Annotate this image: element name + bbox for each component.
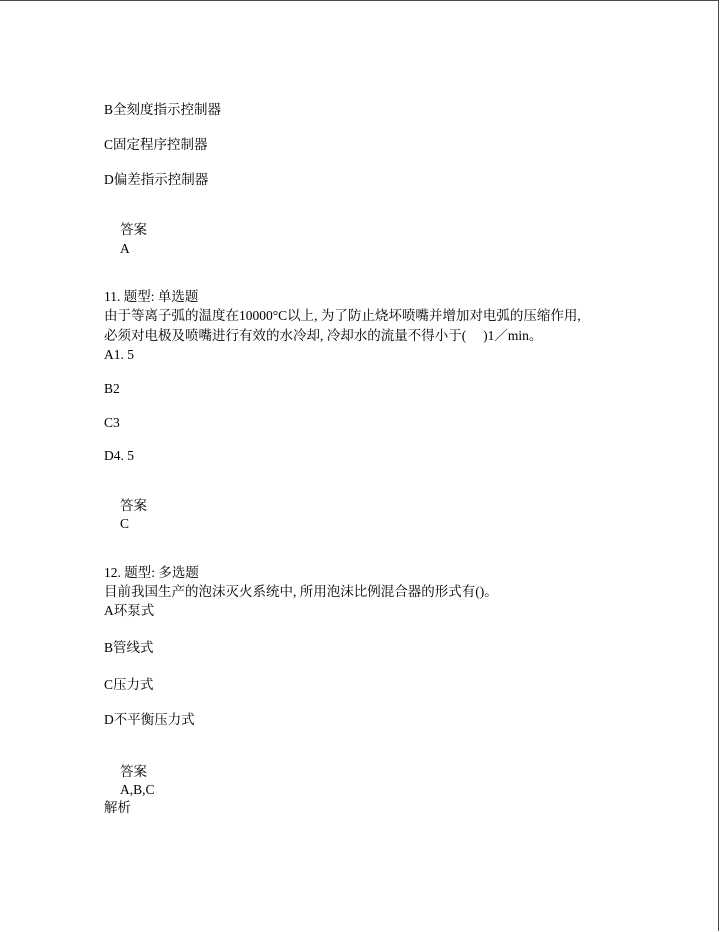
q12-option-d: D不平衡压力式 xyxy=(104,712,195,727)
q12-heading: 12. 题型: 多选题 xyxy=(104,565,199,580)
q10-option-b: B全刻度指示控制器 xyxy=(104,102,222,117)
q11-option-c: C3 xyxy=(104,415,120,430)
q11-stem-line1: 由于等离子弧的温度在10000°C以上, 为了防止烧坏喷嘴并增加对电弧的压缩作用, xyxy=(104,308,581,323)
q12-option-a: A环泵式 xyxy=(104,603,155,618)
q11-answer-value: C xyxy=(120,516,130,531)
q11-option-a: A1. 5 xyxy=(104,347,134,362)
q11-stem-line2: 必须对电极及喷嘴进行有效的水冷却, 冷却水的流量不得小于( )1／min。 xyxy=(104,328,543,343)
q11-option-b: B2 xyxy=(104,381,120,396)
q12-answer-label: 答案 xyxy=(120,764,147,779)
q12-option-c: C压力式 xyxy=(104,677,154,692)
q12-option-b: B管线式 xyxy=(104,640,154,655)
q10-option-d: D偏差指示控制器 xyxy=(104,172,209,187)
q12-stem-line1: 目前我国生产的泡沫灭火系统中, 所用泡沫比例混合器的形式有()。 xyxy=(104,584,498,599)
q11-option-d: D4. 5 xyxy=(104,448,134,463)
q12-answer-value: A,B,C xyxy=(120,782,155,797)
q11-heading: 11. 题型: 单选题 xyxy=(104,289,199,304)
q10-answer-label: 答案 xyxy=(120,222,147,237)
q11-answer-label: 答案 xyxy=(120,498,147,513)
q10-option-c: C固定程序控制器 xyxy=(104,137,208,152)
q10-answer-value: A xyxy=(120,241,130,256)
q12-analysis-label: 解析 xyxy=(104,800,131,815)
